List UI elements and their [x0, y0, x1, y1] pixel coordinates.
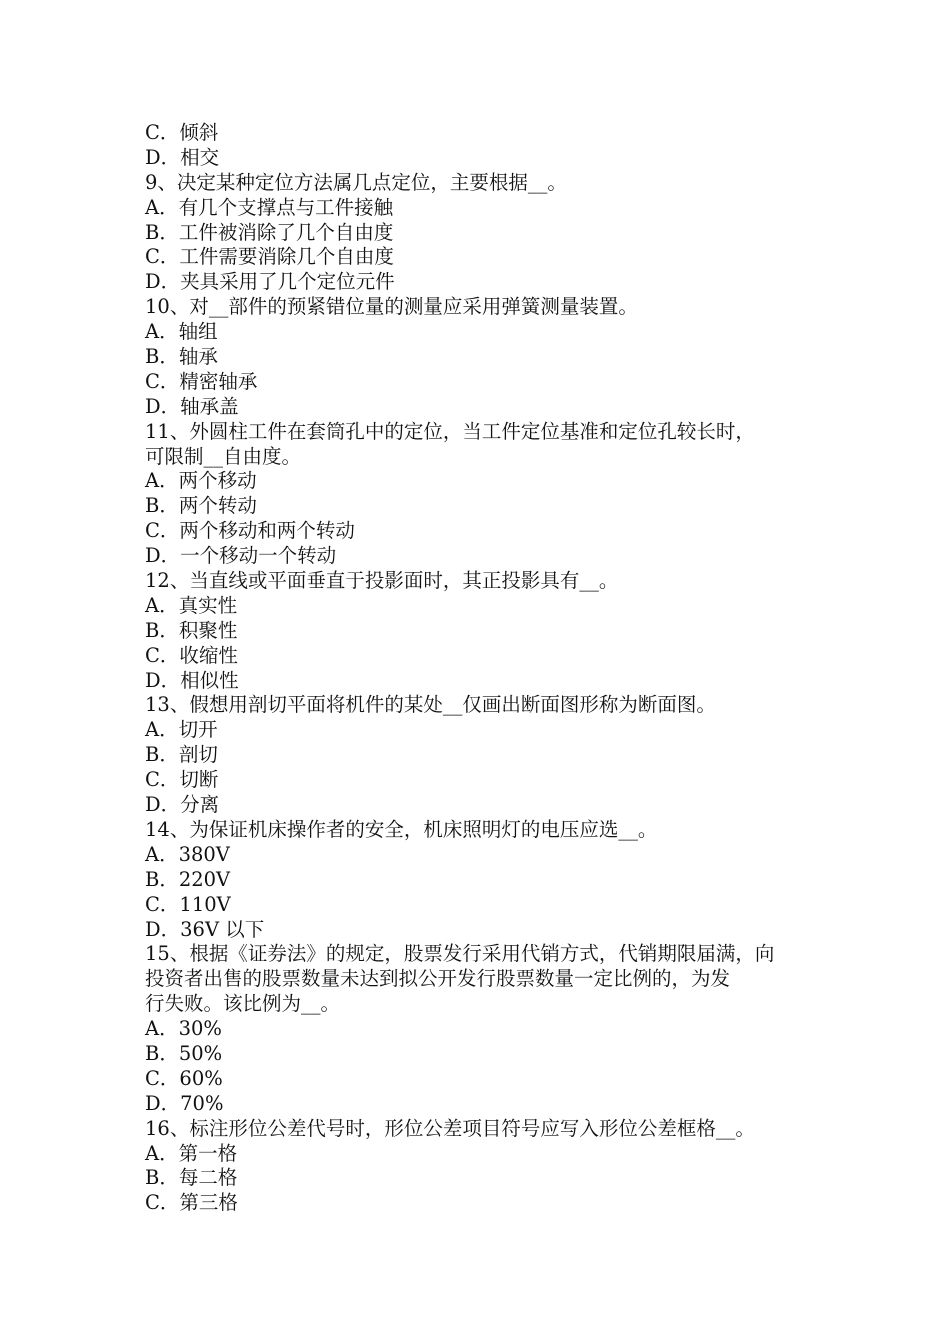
question-11-cont: 可限制__自由度。: [145, 444, 302, 468]
option-line: A．轴组: [145, 320, 218, 344]
option-line: C．切断: [145, 768, 219, 792]
question-15-cont: 投资者出售的股票数量未达到拟公开发行股票数量一定比例的，为发: [145, 967, 731, 991]
option-line: B．220V: [145, 867, 231, 891]
option-line: C．两个移动和两个转动: [145, 519, 355, 543]
question-10: 10、对__部件的预紧错位量的测量应采用弹簧测量装置。: [145, 295, 638, 319]
question-11: 11、外圆柱工件在套筒孔中的定位，当工件定位基准和定位孔较长时，: [145, 419, 755, 443]
text-line: D．相交: [145, 145, 220, 169]
option-line: C．第三格: [145, 1191, 238, 1215]
option-line: B．剖切: [145, 743, 218, 767]
question-9: 9、决定某种定位方法属几点定位，主要根据__。: [145, 170, 567, 194]
option-line: A．真实性: [145, 593, 238, 617]
option-line: A．有几个支撑点与工件接触: [145, 195, 394, 219]
question-16: 16、标注形位公差代号时，形位公差项目符号应写入形位公差框格__。: [145, 1116, 755, 1140]
option-line: B．轴承: [145, 345, 218, 369]
option-line: C．精密轴承: [145, 369, 258, 393]
option-line: B．50%: [145, 1041, 223, 1065]
text-line: C．倾斜: [145, 121, 219, 144]
option-line: D．轴承盖: [145, 394, 239, 418]
option-line: C．60%: [145, 1066, 223, 1090]
option-line: B．积聚性: [145, 618, 238, 642]
option-line: A．第一格: [145, 1141, 238, 1165]
option-line: A．两个移动: [145, 469, 257, 493]
option-line: D．36V 以下: [145, 917, 265, 941]
option-line: C．工件需要消除几个自由度: [145, 245, 394, 269]
option-line: A．30%: [145, 1017, 222, 1041]
question-15-cont: 行失败。该比例为__。: [145, 992, 341, 1016]
question-14: 14、为保证机床操作者的安全，机床照明灯的电压应选__。: [145, 817, 658, 841]
option-line: D．分离: [145, 793, 220, 817]
question-13: 13、假想用剖切平面将机件的某处__仅画出断面图形称为断面图。: [145, 693, 716, 717]
option-line: C．收缩性: [145, 643, 238, 667]
option-line: B．两个转动: [145, 494, 257, 518]
option-line: A．切开: [145, 718, 218, 742]
question-15: 15、根据《证券法》的规定，股票发行采用代销方式，代销期限届满，向: [145, 942, 775, 966]
option-line: B．每二格: [145, 1166, 238, 1190]
option-line: D．夹具采用了几个定位元件: [145, 270, 395, 294]
question-12: 12、当直线或平面垂直于投影面时，其正投影具有__。: [145, 569, 619, 593]
option-line: B．工件被消除了几个自由度: [145, 220, 394, 244]
option-line: C．110V: [145, 892, 231, 916]
option-line: D．相似性: [145, 668, 239, 692]
option-line: D．一个移动一个转动: [145, 544, 337, 568]
question-text-block: [145, 121, 815, 1216]
option-line: A．380V: [145, 842, 230, 866]
option-line: D．70%: [145, 1091, 224, 1115]
